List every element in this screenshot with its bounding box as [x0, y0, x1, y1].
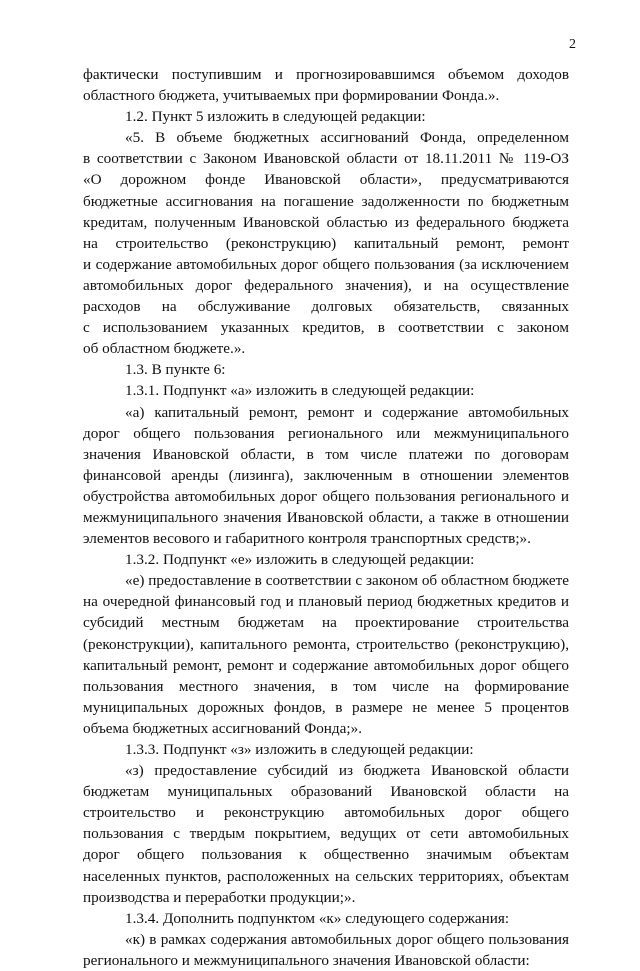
text-line: обустройства автомобильных дорог общего пользования регионального и: [83, 487, 569, 505]
text-line: дорог общего пользования к общественно значимым объектам: [83, 846, 569, 864]
text-line: межмуниципального значения Ивановской области, а также в отношении: [83, 508, 569, 526]
text-line: (реконструкции), капитального ремонта, строительство (реконструкцию),: [83, 635, 569, 653]
text-line: «О дорожном фонде Ивановской области», предусматриваются: [83, 171, 569, 189]
text-line: строительство и реконструкцию автомобильных дорог общего: [83, 804, 569, 822]
text-line: пользования местного значения, в том числе на формирование: [83, 677, 569, 695]
text-line: объема бюджетных ассигнований Фонда;».: [83, 719, 362, 737]
text-line: 1.3.4. Дополнить подпунктом «к» следующего содержания:: [125, 909, 510, 927]
text-line: областного бюджета, учитываемых при формировании Фонда.».: [83, 87, 500, 105]
text-line: дорог общего пользования регионального или межмуниципального: [83, 424, 569, 442]
text-line: и содержание автомобильных дорог общего пользования (за исключением: [83, 255, 569, 273]
text-line: населенных пунктов, расположенных на сельских территориях, объектам: [83, 867, 569, 885]
text-line: «к) в рамках содержания автомобильных дорог общего пользования: [125, 930, 569, 948]
text-line: бюджетам муниципальных образований Ивановской области на: [83, 783, 569, 801]
text-line: на строительство (реконструкцию) капитальный ремонт, ремонт: [83, 234, 569, 252]
text-line: элементов весового и габаритного контроля транспортных средств;».: [83, 530, 531, 548]
text-line: 1.3.2. Подпункт «е» изложить в следующей редакции:: [125, 551, 475, 569]
text-line: значения Ивановской области, в том числе платежи по договорам: [83, 445, 569, 463]
text-line: «е) предоставление в соответствии с законом об областном бюджете: [125, 572, 569, 590]
text-line: «5. В объеме бюджетных ассигнований Фонда, определенном: [125, 129, 569, 147]
text-line: производства и переработки продукции;».: [83, 888, 356, 906]
text-line: фактически поступившим и прогнозировавшимся объемом доходов: [83, 66, 569, 83]
text-line: с использованием указанных кредитов, в соответствии с законом: [83, 319, 569, 337]
text-line: «а) капитальный ремонт, ремонт и содержание автомобильных: [125, 403, 569, 421]
text-line: об областном бюджете.».: [83, 340, 246, 358]
text-line: муниципальных дорожных фондов, в размере не менее 5 процентов: [83, 698, 569, 716]
text-line: расходов на обслуживание долговых обязательств, связанных: [83, 298, 569, 316]
page-number: 2: [569, 37, 576, 52]
text-line: субсидий местным бюджетам на проектирование строительства: [83, 614, 569, 632]
text-line: финансовой аренды (лизинга), заключенным в отношении элементов: [83, 466, 569, 484]
text-line: в соответствии с Законом Ивановской области от 18.11.2011 № 119-ОЗ: [83, 150, 569, 168]
text-line: пользования с твердым покрытием, ведущих от сети автомобильных: [83, 825, 569, 843]
text-line: кредитам, полученным Ивановской областью из федерального бюджета: [83, 213, 569, 231]
text-line: автомобильных дорог федерального значения), и на осуществление: [83, 276, 569, 294]
text-line: бюджетные ассигнования на погашение задолженности по бюджетным: [83, 192, 569, 210]
text-line: 1.2. Пункт 5 изложить в следующей редакции:: [125, 108, 426, 126]
text-line: 1.3.3. Подпункт «з» изложить в следующей редакции:: [125, 741, 474, 758]
text-line: капитальный ремонт, ремонт и содержание автомобильных дорог общего: [83, 656, 569, 674]
text-line: на очередной финансовый год и плановый период бюджетных кредитов и: [83, 593, 569, 611]
document-body: [83, 64, 569, 971]
text-line: 1.3.1. Подпункт «а» изложить в следующей редакции:: [125, 382, 475, 400]
text-line: «з) предоставление субсидий из бюджета Ивановской области: [125, 762, 569, 780]
text-line: 1.3. В пункте 6:: [125, 361, 226, 379]
text-line: регионального и межмуниципального значения Ивановской области:: [83, 951, 530, 969]
